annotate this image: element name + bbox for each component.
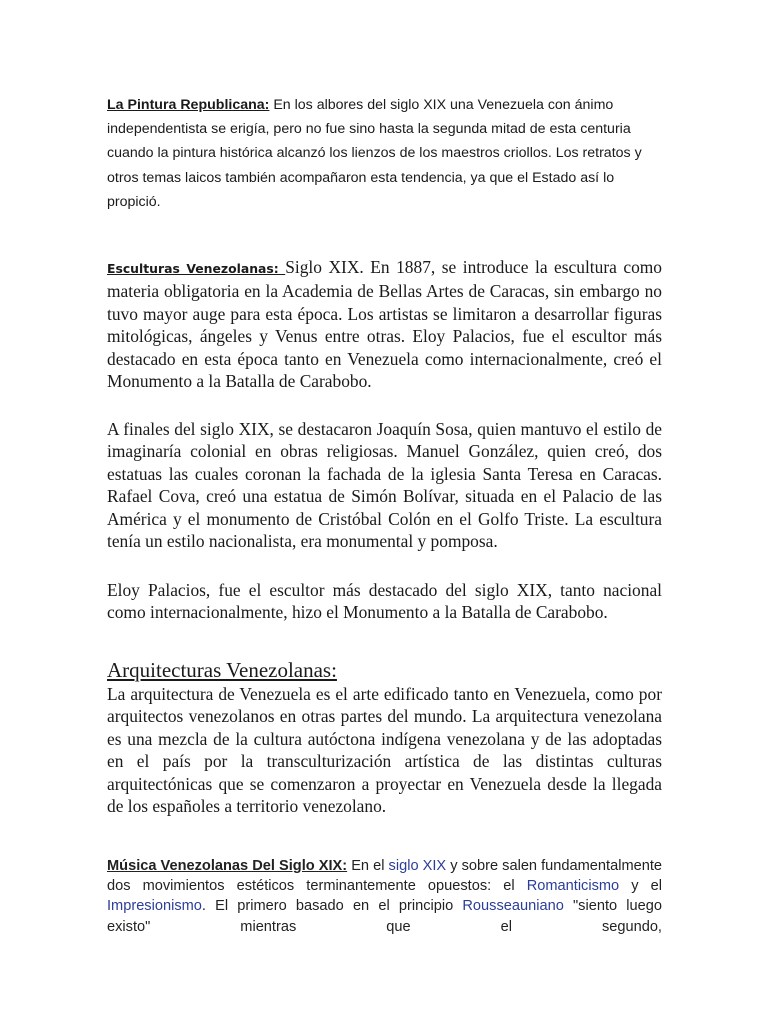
musica-text-2: y sobre salen fundamentalmente dos movimientos estéticos terminantemente opuestos: el [107, 858, 663, 895]
rousseauniano-link[interactable]: Rousseauniano [462, 898, 564, 915]
finales-paragraph: A finales del siglo XIX, se destacaron Joaquín Sosa, quien mantuvo el estilo de imaginaría colonial en obras religiosas. Manuel González, quien creó, dos estatuas las cuales coronan la fachada de la iglesia Santa Teresa en Caracas. Rafael Cova, creó una estatua de Simón Bolívar, situada en el Palacio de las América y el monumento de Cristóbal Colón en el Golfo Triste. La escultura tenía un estilo nacionalista, era monumental y pomposa. [107, 419, 662, 552]
musica-text-4: . El primero basado en el principio [201, 898, 463, 915]
pintura-text: En los albores del siglo XIX una Venezuela con ánimo independentista se erigía, pero no fue sino hasta la segunda mitad de esta centuria cuando la pintura histórica alcanzó los lienzos de los maestros criollos. Los retratos y otros temas laicos también acompañaron esta tendencia, ya que el Estado así lo propició. [107, 97, 642, 210]
esculturas-label: Esculturas Venezolanas: [107, 261, 286, 276]
musica-label: Música Venezolanas Del Siglo XIX: [107, 858, 348, 874]
eloy-paragraph: Eloy Palacios, fue el escultor más destacado del siglo XIX, tanto nacional como internacionalmente, hizo el Monumento a la Batalla de Carabobo. [107, 580, 662, 623]
romanticismo-link[interactable]: Romanticismo [526, 878, 620, 895]
impresionismo-link[interactable]: Impresionismo [107, 898, 202, 915]
musica-text-3: y el [619, 878, 663, 895]
musica-paragraph [107, 856, 662, 937]
musica-text-1: En el [347, 858, 389, 874]
musica-text-5: "siento luego existo" mientras que el segundo, [107, 898, 662, 935]
siglo-xix-link[interactable]: siglo XIX [388, 858, 447, 874]
pintura-paragraph [107, 93, 662, 214]
arquitectura-paragraph: La arquitectura de Venezuela es el arte edificado tanto en Venezuela, como por arquitectos venezolanos en otras partes del mundo. La arquitectura venezolana es una mezcla de la cultura autóctona indígena venezolana y de las adoptadas en el país por la transculturización artística de las distintas culturas arquitectónicas que se comenzaron a proyectar en Venezuela desde la llegada de los españoles a territorio venezolano. [107, 684, 662, 817]
arquitectura-heading: Arquitecturas Venezolanas: [107, 658, 337, 682]
pintura-label: La Pintura Republicana: [107, 97, 270, 113]
esculturas-text: Siglo XIX. En 1887, se introduce la escultura como materia obligatoria en la Academia de Bellas Artes de Caracas, sin embargo no tuvo mayor auge para esta época. Los artistas se limitaron a desarrollar figuras mitológicas, ángeles y Venus entre otras. Eloy Palacios, fue el escultor más destacado en esta época tanto en Venezuela como internacionalmente, creó el Monumento a la Batalla de Carabobo. [107, 257, 662, 392]
esculturas-paragraph [107, 256, 662, 392]
